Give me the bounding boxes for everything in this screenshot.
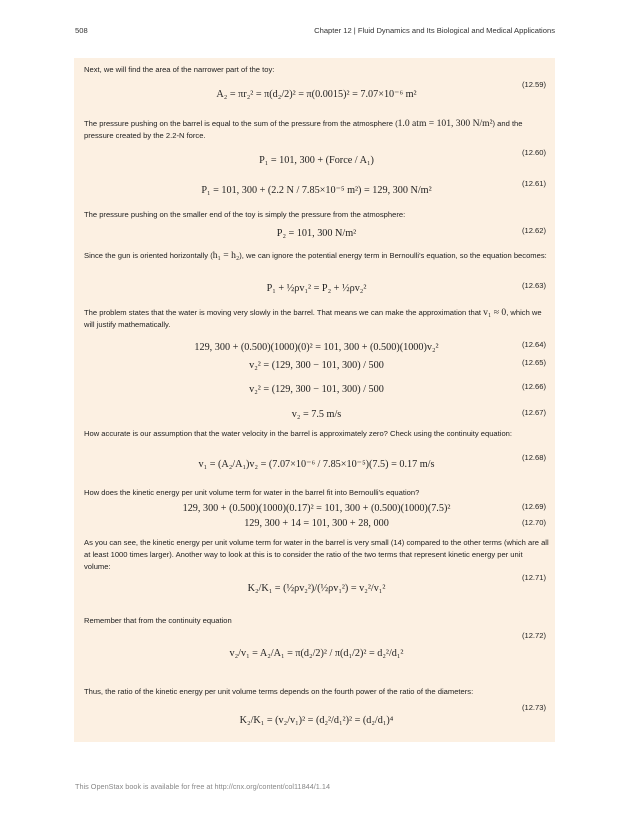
- paragraph-text: The pressure pushing on the barrel is equal to the sum of the pressure from the atmosphere (: [84, 119, 398, 128]
- equation-number: (12.60): [521, 148, 546, 157]
- chapter-title: Chapter 12 | Fluid Dynamics and Its Biological and Medical Applications: [314, 26, 555, 35]
- paragraph: Remember that from the continuity equation: [84, 616, 232, 625]
- paragraph: Next, we will find the area of the narrower part of the toy:: [84, 65, 275, 74]
- paragraph-text: , which we will justify mathematically.: [84, 308, 542, 329]
- equation-number: (12.59): [521, 80, 546, 89]
- equation: P₁ = 101, 300 + (2.2 N / 7.85×10⁻⁵ m²) = 129, 300 N/m²: [201, 185, 432, 196]
- paragraph: The pressure pushing on the smaller end of the toy is simply the pressure from the atmosphere:: [84, 210, 406, 219]
- equation: v₂/v₁ = A₂/A₁ = π(d₂/2)² / π(d₁/2)² = d₂²/d₁²: [229, 648, 404, 659]
- equation: v₂² = (129, 300 − 101, 300) / 500: [249, 360, 384, 371]
- equation: K₂/K₁ = (v₂/v₁)² = (d₂²/d₁²)² = (d₂/d₁)⁴: [239, 715, 394, 726]
- paragraph-text: ) and the pressure created by the 2.2-N force.: [84, 119, 523, 140]
- equation-number: (12.67): [521, 408, 546, 417]
- equation-number: (12.63): [521, 281, 546, 290]
- paragraph: [84, 307, 549, 331]
- equation-number: (12.65): [521, 358, 546, 367]
- equation-number: (12.69): [521, 502, 546, 511]
- paragraph-text: The problem states that the water is moving very slowly in the barrel. That means we can make the approximation that: [84, 308, 482, 317]
- equation-number: (12.66): [521, 382, 546, 391]
- inline-math: v₁ ≈ 0: [483, 307, 507, 318]
- equation: 129, 300 + (0.500)(1000)(0.17)² = 101, 300 + (0.500)(1000)(7.5)²: [182, 503, 451, 514]
- equation-number: (12.72): [521, 631, 546, 640]
- page-number: 508: [75, 26, 88, 35]
- equation-number: (12.62): [521, 226, 546, 235]
- equation-number: (12.73): [521, 703, 546, 712]
- paragraph: [84, 118, 549, 142]
- equation: A₂ = πr₂² = π(d₂/2)² = π(0.0015)² = 7.07×10⁻⁶ m²: [216, 89, 417, 100]
- equation-number: (12.68): [521, 453, 546, 462]
- equation: v₂ = 7.5 m/s: [291, 409, 342, 420]
- equation: P₁ + ½ρv₁² = P₂ + ½ρv₂²: [266, 283, 367, 294]
- equation: K₂/K₁ = (½ρv₂²)/(½ρv₁²) = v₂²/v₁²: [247, 583, 386, 594]
- paragraph: Thus, the ratio of the kinetic energy per unit volume terms depends on the fourth power of the ratio of the diameters:: [84, 687, 474, 696]
- equation: v₁ = (A₂/A₁)v₂ = (7.07×10⁻⁶ / 7.85×10⁻⁵)(7.5) = 0.17 m/s: [198, 459, 435, 470]
- equation-number: (12.70): [521, 518, 546, 527]
- paragraph-text: ), we can ignore the potential energy term in Bernoulli's equation, so the equation becomes:: [239, 251, 547, 260]
- footer-note: This OpenStax book is available for free at http://cnx.org/content/col11844/1.14: [75, 782, 331, 791]
- equation-number: (12.71): [521, 573, 546, 582]
- equation: v₂² = (129, 300 − 101, 300) / 500: [249, 384, 384, 395]
- inline-math: 1.0 atm = 101, 300 N/m²: [397, 118, 493, 129]
- paragraph: As you can see, the kinetic energy per unit volume term for water in the barrel is very small (14) compared to the other terms (which are all at least 1000 times larger). Another way to look at this is to consider the ratio of the two terms that represent kinetic energy per unit volume:: [84, 538, 549, 571]
- equation: 129, 300 + 14 = 101, 300 + 28, 000: [244, 518, 389, 529]
- equation: 129, 300 + (0.500)(1000)(0)² = 101, 300 + (0.500)(1000)v₂²: [194, 342, 439, 353]
- paragraph-text: Since the gun is oriented horizontally (: [84, 251, 213, 260]
- equation: P₁ = 101, 300 + (Force / A₁): [259, 155, 374, 166]
- paragraph: How accurate is our assumption that the water velocity in the barrel is approximately zero? Check using the continuity equation:: [84, 429, 513, 438]
- paragraph: How does the kinetic energy per unit volume term for water in the barrel fit into Bernoulli's equation?: [84, 488, 420, 497]
- paragraph: [84, 250, 549, 262]
- equation-number: (12.61): [521, 179, 546, 188]
- equation: P₂ = 101, 300 N/m²: [276, 228, 357, 239]
- inline-math: h₁ = h₂: [212, 250, 240, 261]
- equation-number: (12.64): [521, 340, 546, 349]
